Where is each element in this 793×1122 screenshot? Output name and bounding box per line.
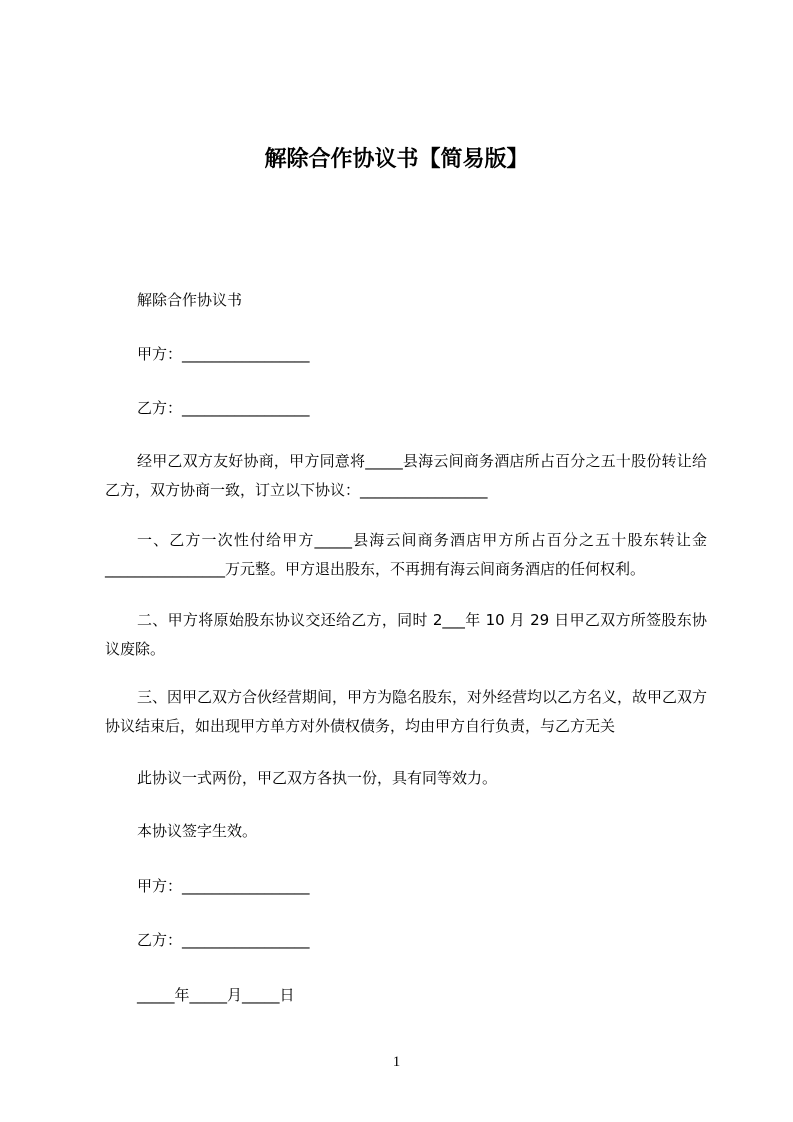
effective-clause: 本协议签字生效。	[137, 822, 258, 840]
party-a-line: 甲方：_________________	[137, 345, 310, 363]
date-line: _____年_____月_____日	[137, 986, 295, 1004]
subtitle: 解除合作协议书	[137, 291, 243, 309]
document-title: 解除合作协议书【简易版】	[264, 147, 529, 172]
party-a-signature: 甲方：_________________	[137, 877, 310, 895]
clause-1: 一、乙方一次性付给甲方_____县海云间商务酒店甲方所占百分之五十股东转让金________________万元整。甲方退出股东，不再拥有海云间商务酒店的任何权利。	[105, 531, 707, 578]
clause-3: 三、因甲乙双方合伙经营期间，甲方为隐名股东，对外经营均以乙方名义，故甲乙双方协议结束后，如出现甲方单方对外债权债务，均由甲方自行负责，与乙方无关	[105, 688, 708, 735]
party-b-signature: 乙方：_________________	[137, 931, 310, 949]
copies-clause: 此协议一式两份，甲乙双方各执一份，具有同等效力。	[137, 769, 498, 787]
clause-2: 二、甲方将原始股东协议交还给乙方，同时 2___年 10 月 29 日甲乙双方所签股东协议废除。	[105, 611, 707, 658]
page-number: 1	[392, 1054, 401, 1070]
intro-paragraph: 经甲乙双方友好协商，甲方同意将_____县海云间商务酒店所占百分之五十股份转让给乙方，双方协商一致，订立以下协议：_________________	[105, 452, 707, 499]
party-b-line: 乙方：_________________	[137, 399, 310, 417]
